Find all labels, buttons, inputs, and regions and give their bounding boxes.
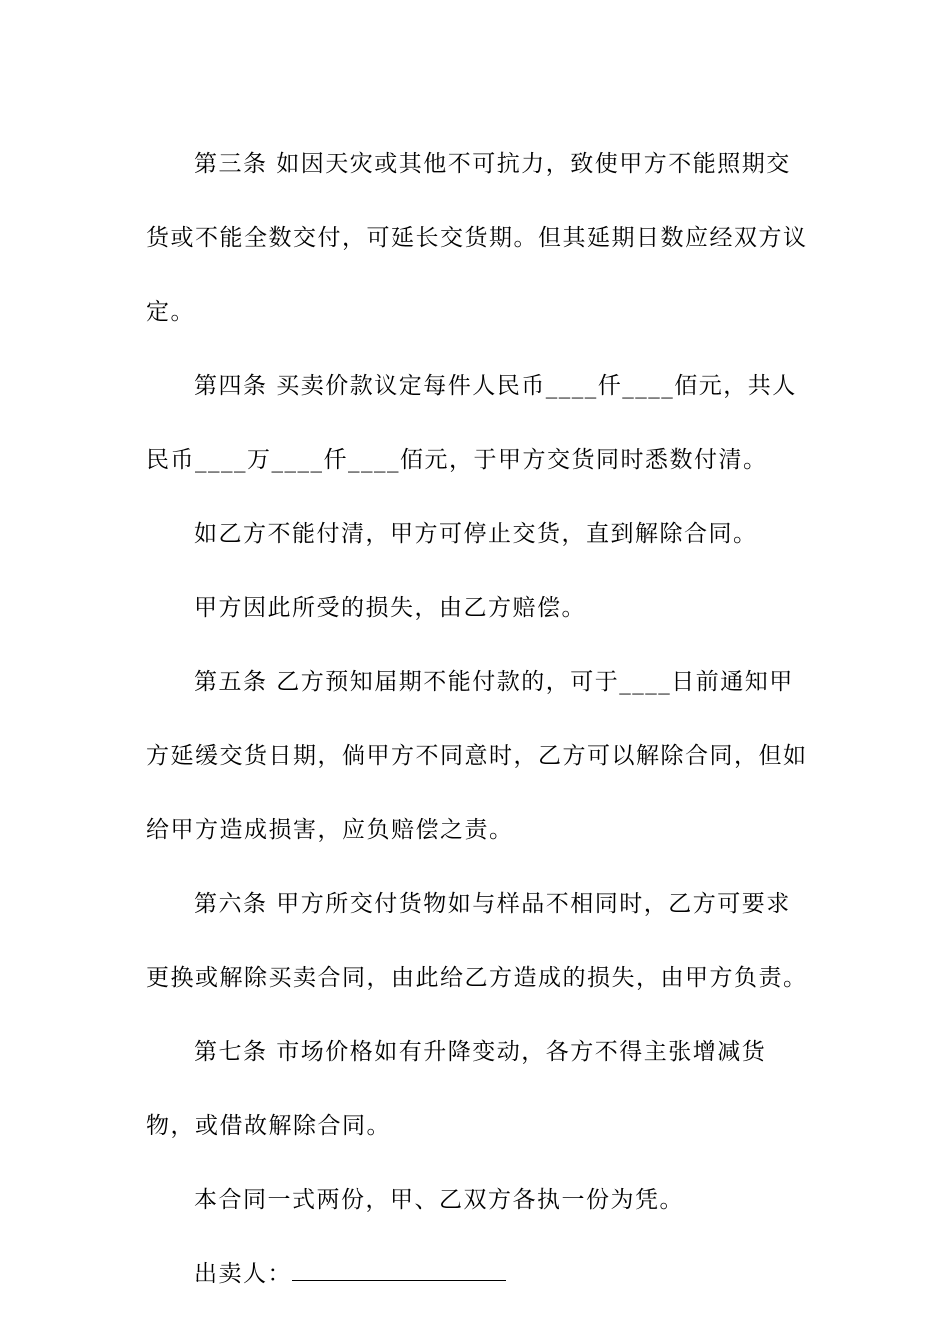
clause-4: 第四条 买卖价款议定每件人民币____仟____佰元，共人民币____万____仟____佰元，于甲方交货同时悉数付清。 — [146, 373, 797, 473]
clause-7: 第七条 市场价格如有升降变动，各方不得主张增减货物，或借故解除合同。 — [146, 1039, 767, 1139]
seller-signature-line — [292, 1258, 506, 1281]
clause-4-payment-default: 如乙方不能付清，甲方可停止交货，直到解除合同。 — [194, 521, 758, 547]
clause-4-loss-compensation: 甲方因此所受的损失，由乙方赔偿。 — [194, 595, 586, 621]
clause-3: 第三条 如因天灾或其他不可抗力，致使甲方不能照期交货或不能全数交付，可延长交货期。但其延期日数应经双方议定。 — [146, 151, 808, 325]
seller-signature-row — [146, 1237, 810, 1311]
clause-5: 第五条 乙方预知届期不能付款的，可于____日前通知甲方延缓交货日期，倘甲方不同意时，乙方可以解除合同，但如给甲方造成损害，应负赔偿之责。 — [146, 669, 808, 843]
clause-6: 第六条 甲方所交付货物如与样品不相同时，乙方可要求更换或解除买卖合同，由此给乙方造成的损失，由甲方负责。 — [146, 891, 808, 991]
document-body — [146, 127, 810, 1311]
seller-label: 出卖人： — [194, 1261, 292, 1287]
copies-clause: 本合同一式两份，甲、乙双方各执一份为凭。 — [194, 1187, 684, 1213]
